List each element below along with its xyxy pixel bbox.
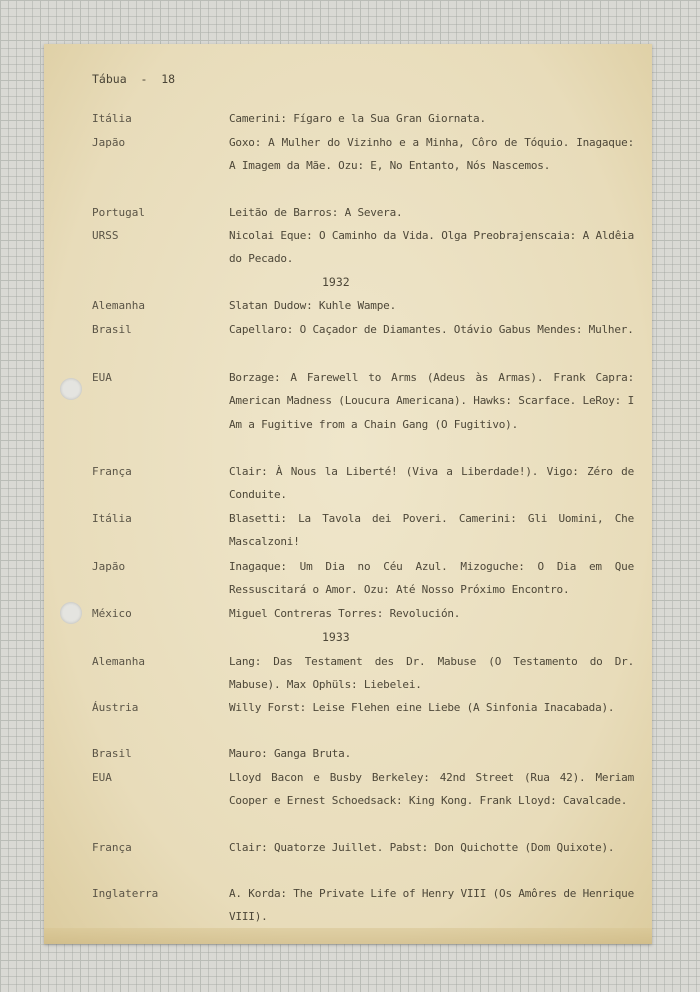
punch-hole — [60, 378, 82, 400]
entry-text: Leitão de Barros: A Severa. — [229, 206, 403, 219]
entry-text: Borzage: A Farewell to Arms (Adeus às Armas). Frank Capra: American Madness (Loucura Americana). Hawks: Scarface. LeRoy: I Am a Fugitive from a Chain Gang (O Fugitivo). — [229, 371, 634, 431]
country-label: França — [92, 841, 132, 854]
entry-text: Mauro: Ganga Bruta. — [229, 747, 352, 760]
entry-text: Willy Forst: Leise Flehen eine Liebe (A Sinfonia Inacabada). — [229, 701, 615, 714]
country-label: EUA — [92, 771, 112, 784]
entry-text: A. Korda: The Private Life of Henry VIII (Os Amôres de Henrique VIII). — [229, 887, 634, 924]
entry-text: Nicolai Eque: O Caminho da Vida. Olga Preobrajenscaia: A Aldêia do Pecado. — [229, 229, 634, 266]
country-label: França — [92, 465, 132, 478]
entry-text: Inagaque: Um Dia no Céu Azul. Mizoguche: O Dia em Que Ressuscitará o Amor. Ozu: Até Nosso Próximo Encontro. — [229, 560, 634, 597]
country-label: Áustria — [92, 701, 139, 714]
page-header: Tábua - 18 — [92, 72, 176, 86]
entry-text: Lloyd Bacon e Busby Berkeley: 42nd Street (Rua 42). Meriam Cooper e Ernest Schoedsack: King Kong. Frank Lloyd: Cavalcade. — [229, 771, 634, 808]
year-heading: 1932 — [322, 275, 350, 289]
country-label: Brasil — [92, 747, 132, 760]
year-heading: 1933 — [322, 630, 350, 644]
punch-hole — [60, 602, 82, 624]
entry-text: Blasetti: La Tavola dei Poveri. Camerini: Gli Uomini, Che Mascalzoni! — [229, 512, 634, 549]
country-label: Itália — [92, 512, 132, 525]
entry-text: Camerini: Fígaro e la Sua Gran Giornata. — [229, 112, 486, 125]
country-label: México — [92, 607, 132, 620]
country-label: Alemanha — [92, 655, 145, 668]
country-label: Japão — [92, 136, 126, 149]
country-label: EUA — [92, 371, 112, 384]
entry-text: Lang: Das Testament des Dr. Mabuse (O Testamento do Dr. Mabuse). Max Ophüls: Liebelei. — [229, 655, 634, 692]
entry-text: Capellaro: O Caçador de Diamantes. Otávio Gabus Mendes: Mulher. — [229, 323, 634, 336]
entry-text: Clair: Quatorze Juillet. Pabst: Don Quichotte (Dom Quixote). — [229, 841, 615, 854]
country-label: URSS — [92, 229, 119, 242]
country-label: Japão — [92, 560, 126, 573]
country-label: Alemanha — [92, 299, 145, 312]
country-label: Inglaterra — [92, 887, 159, 900]
country-label: Brasil — [92, 323, 132, 336]
entry-text: Goxo: A Mulher do Vizinho e a Minha, Côro de Tóquio. Inagaque: A Imagem da Mãe. Ozu: E, No Entanto, Nós Nascemos. — [229, 136, 634, 173]
entry-text: Miguel Contreras Torres: Revolución. — [229, 607, 461, 620]
entry-text: Slatan Dudow: Kuhle Wampe. — [229, 299, 396, 312]
paper-edge — [44, 928, 652, 944]
country-label: Itália — [92, 112, 132, 125]
country-label: Portugal — [92, 206, 145, 219]
entry-text: Clair: À Nous la Liberté! (Viva a Liberdade!). Vigo: Zéro de Conduite. — [229, 465, 634, 502]
